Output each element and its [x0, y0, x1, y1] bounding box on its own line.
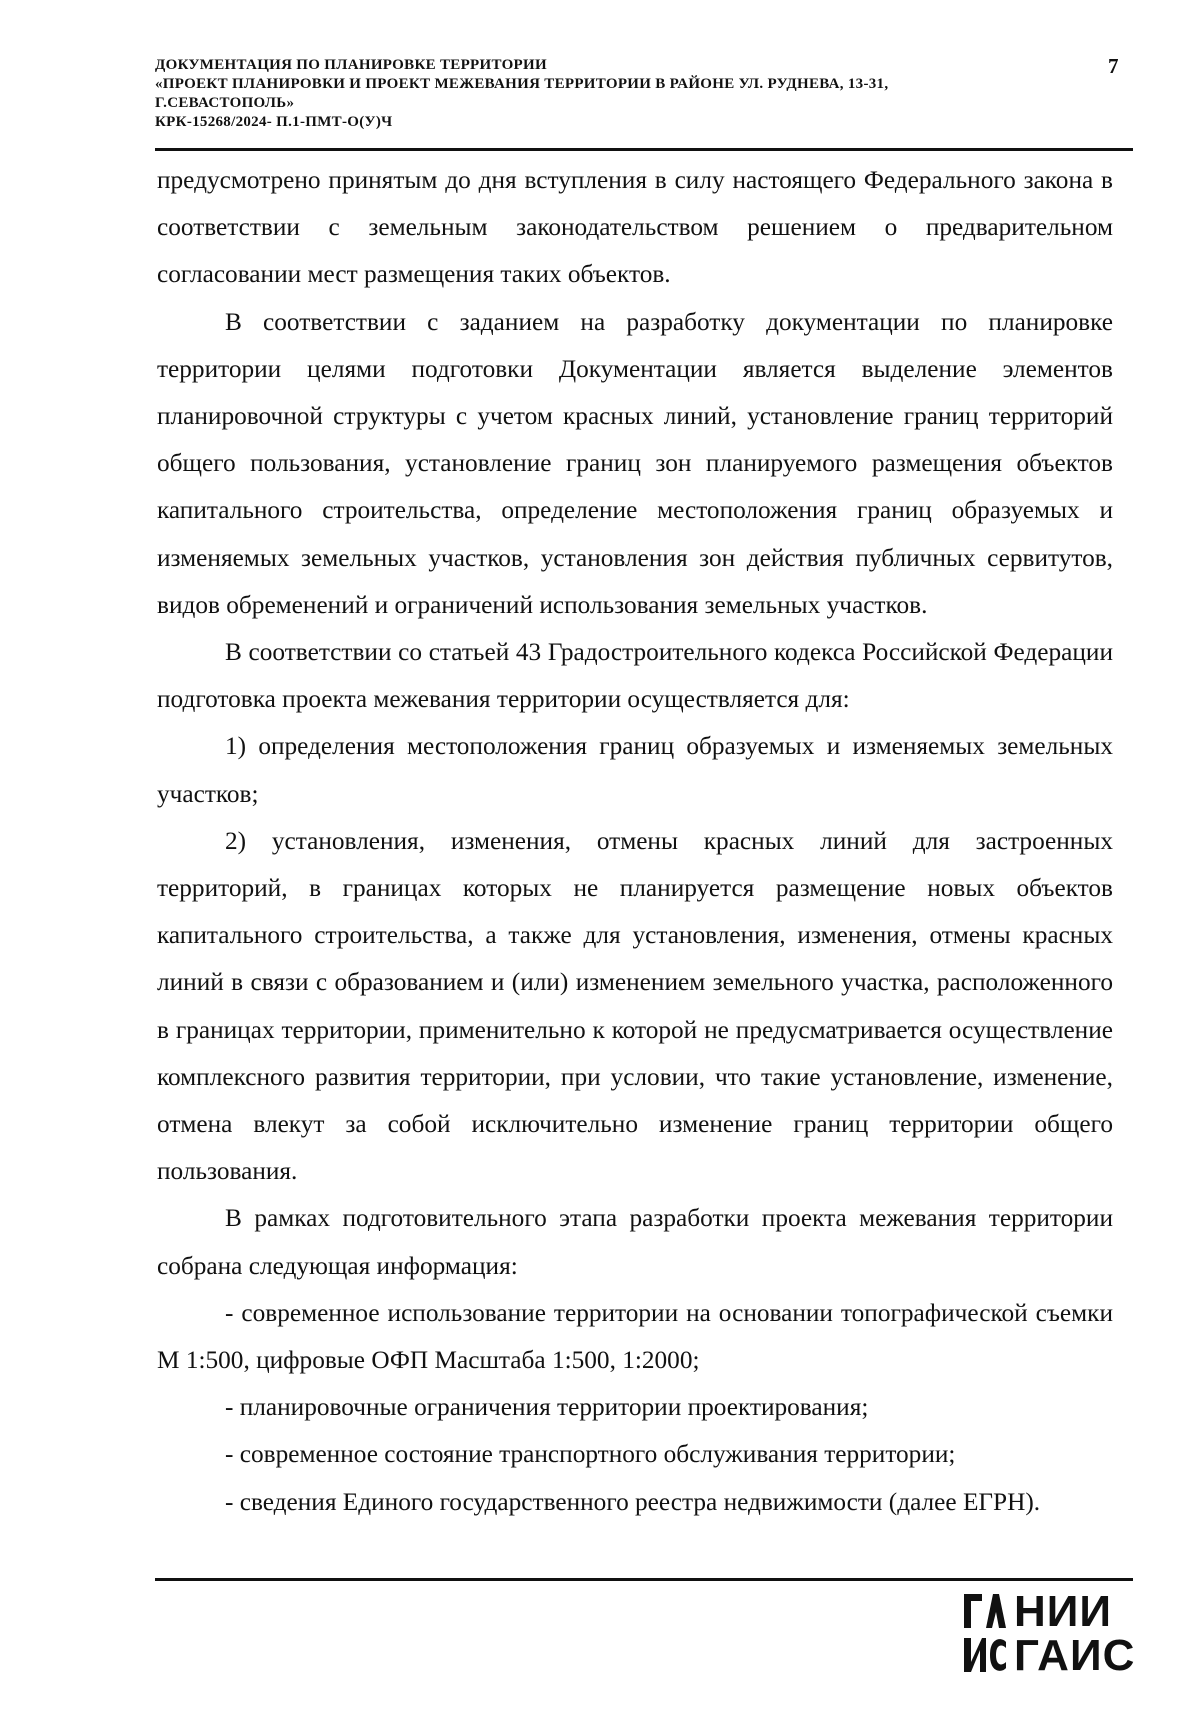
header-line-4: КРК-15268/2024- П.1-ПМТ-О(У)Ч	[155, 114, 393, 130]
dash-item-3: - современное состояние транспортного обслуживания территории;	[225, 1440, 956, 1469]
paragraph-3: В соответствии со статьей 43 Градостроительного кодекса Российской Федерации подготовка проекта межевания территории осуществляется для:	[157, 638, 1113, 714]
paragraph-1: предусмотрено принятым до дня вступления в силу настоящего Федерального закона в соответствии с земельным законодательством решением о предварительном согласовании мест размещения таких объектов.	[157, 166, 1113, 289]
logo-mark-icon	[962, 1590, 1006, 1680]
footer-divider	[155, 1578, 1133, 1581]
header-divider	[155, 148, 1133, 151]
header-line-2: «ПРОЕКТ ПЛАНИРОВКИ И ПРОЕКТ МЕЖЕВАНИЯ ТЕРРИТОРИИ В РАЙОНЕ УЛ. РУДНЕВА, 13-31,	[155, 76, 889, 92]
nii-gais-logo	[962, 1587, 1136, 1682]
list-item-1: 1) определения местоположения границ образуемых и изменяемых земельных участков;	[157, 732, 1113, 808]
dash-item-4: - сведения Единого государственного реестра недвижимости (далее ЕГРН).	[225, 1487, 1041, 1516]
logo-text-bottom: ГАИС	[1014, 1631, 1136, 1680]
header-line-3: Г.СЕВАСТОПОЛЬ»	[155, 95, 295, 111]
document-body	[157, 157, 1113, 1526]
page-number: 7	[1108, 54, 1119, 78]
logo-text-top: НИИ	[1014, 1587, 1113, 1636]
dash-item-1: - современное использование территории на основании топографической съемки М 1:500, цифровые ОФП Масштаба 1:500, 1:2000;	[157, 1298, 1113, 1375]
list-item-2: 2) установления, изменения, отмены красных линий для застроенных территорий, в границах которых не планируется размещение новых объектов капитального строительства, а также для установления, изменения, отмены красных линий в связи с образованием и (или) изменением земельного участка, расположенного в границах территории, применительно к которой не предусматривается осуществление комплексного развития территории, при условии, что такие установление, изменение, отмена влекут за собой исключительно изменение границ территории общего пользования.	[157, 826, 1113, 1186]
logo-wordmark	[1014, 1587, 1138, 1680]
document-header	[155, 56, 1105, 132]
paragraph-2: В соответствии с заданием на разработку документации по планировке территории целями подготовки Документации является выделение элементов планировочной структуры с учетом красных линий, установление границ территорий общего пользования, установление границ зон планируемого размещения объектов капитального строительства, определение местоположения границ образуемых и изменяемых земельных участков, установления зон действия публичных сервитутов, видов обременений и ограничений использования земельных участков.	[157, 307, 1113, 619]
paragraph-4: В рамках подготовительного этапа разработки проекта межевания территории собрана следующая информация:	[157, 1204, 1113, 1280]
dash-item-2: - планировочные ограничения территории проектирования;	[225, 1393, 869, 1422]
header-line-1: ДОКУМЕНТАЦИЯ ПО ПЛАНИРОВКЕ ТЕРРИТОРИИ	[155, 57, 547, 73]
